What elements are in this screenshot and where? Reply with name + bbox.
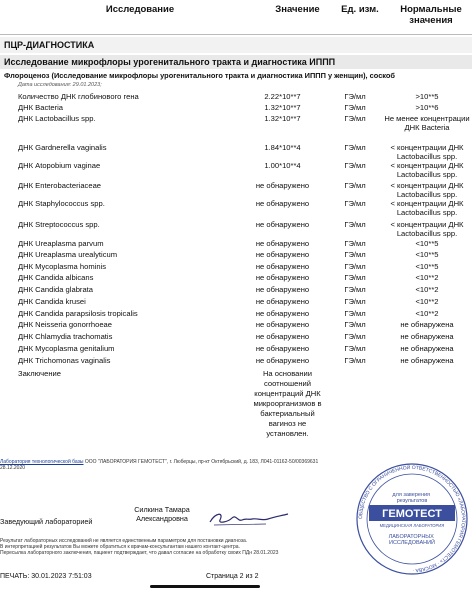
page-number: Страница 2 из 2 (206, 573, 259, 580)
subsection-title: Исследование микрофлоры урогенитального тракта и диагностика ИППП (0, 55, 472, 69)
test-unit: ГЭ/мл (344, 320, 366, 329)
conclusion-text: На основании соотношений концентраций ДНК микроорганизмов в бактериальный вагиноз не установлен. (253, 369, 322, 438)
test-value: не обнаружено (255, 262, 310, 271)
test-ref: < концентрации ДНК Lactobacillus spp. (390, 143, 464, 161)
test-unit: ГЭ/мл (344, 332, 366, 341)
test-unit: ГЭ/мл (344, 199, 366, 208)
head-name (122, 505, 202, 523)
study-date: Дата исследования: 29.01.2023; (18, 82, 102, 88)
lab-date: 28.12.2020 (0, 465, 26, 471)
table-header (0, 0, 472, 35)
test-unit: ГЭ/мл (344, 250, 366, 259)
test-name: ДНК Mycoplasma genitalium (18, 344, 115, 353)
test-value: не обнаружено (255, 220, 310, 229)
test-name: ДНК Ureaplasma parvum (18, 239, 104, 248)
conclusion-label: Заключение (18, 369, 62, 378)
test-value: не обнаружено (255, 320, 310, 329)
col-unit-header: Ед. изм. (341, 4, 379, 15)
test-name: ДНК Staphylococcus spp. (18, 199, 105, 208)
col-value-header: Значение (275, 4, 320, 15)
stamp-brand: ГЕМОТЕСТ (382, 508, 442, 520)
test-value: не обнаружено (255, 356, 310, 365)
test-ref: не обнаружена (400, 320, 454, 329)
test-unit: ГЭ/мл (344, 344, 366, 353)
test-value: не обнаружено (255, 250, 310, 259)
col-ref-header: Нормальные значения (400, 4, 462, 26)
test-unit: ГЭ/мл (344, 297, 366, 306)
signature-image (206, 508, 290, 528)
stamp-sub: МЕДИЦИНСКАЯ ЛАБОРАТОРИЯ (379, 523, 445, 528)
test-ref: < концентрации ДНК Lactobacillus spp. (390, 199, 464, 217)
test-name: ДНК Candida glabrata (18, 285, 93, 294)
test-value: не обнаружено (255, 239, 310, 248)
test-value: не обнаружено (255, 297, 310, 306)
test-ref: <10**2 (415, 273, 439, 282)
test-unit: ГЭ/мл (344, 285, 366, 294)
test-value: 2.22*10**7 (264, 92, 301, 101)
head-name-line2: Александровна (136, 514, 188, 523)
test-unit: ГЭ/мл (344, 103, 366, 112)
disclaimer-line2: В интерпретацией результатов Вы можете обратиться к врачам-консультантам нашего контакт-центра. (0, 544, 240, 550)
test-name: ДНК Mycoplasma hominis (18, 262, 107, 271)
test-name: ДНК Streptococcus spp. (18, 220, 100, 229)
test-value: не обнаружено (255, 309, 310, 318)
test-ref: <10**2 (415, 285, 439, 294)
test-unit: ГЭ/мл (344, 309, 366, 318)
test-name: ДНК Atopobium vaginae (18, 161, 101, 170)
test-name: ДНК Neisseria gonorrhoeae (18, 320, 112, 329)
stamp-ring-text: ОБЩЕСТВО С ОГРАНИЧЕННОЙ ОТВЕТСТВЕННОСТЬЮ «ЛАБОРАТОРИЯ ГЕМОТЕСТ» · МОСКВА · (357, 464, 467, 574)
test-ref: >10**6 (415, 103, 439, 112)
lab-info (0, 459, 360, 471)
test-value: не обнаружено (255, 285, 310, 294)
test-ref: не обнаружена (400, 332, 454, 341)
test-unit: ГЭ/мл (344, 220, 366, 229)
test-name: ДНК Lactobacillus spp. (18, 114, 96, 123)
test-value: 1.32*10**7 (264, 114, 301, 123)
test-ref: < концентрации ДНК Lactobacillus spp. (390, 181, 464, 199)
test-ref: <10**5 (415, 262, 439, 271)
lab-link[interactable]: Лаборатория технологической базы (0, 459, 84, 465)
test-value: 1.00*10**4 (264, 161, 301, 170)
test-unit: ГЭ/мл (344, 114, 366, 123)
head-name-line1: Силкина Тамара (134, 505, 190, 514)
test-value: 1.84*10**4 (264, 143, 301, 152)
test-unit: ГЭ/мл (344, 356, 366, 365)
section-title: ПЦР-ДИАГНОСТИКА (0, 37, 472, 53)
test-ref: не обнаружена (400, 356, 454, 365)
lab-stamp (355, 462, 469, 576)
disclaimer (0, 538, 360, 556)
test-value: не обнаружено (255, 199, 310, 208)
test-name: ДНК Candida krusei (18, 297, 86, 306)
test-value: не обнаружено (255, 273, 310, 282)
test-ref: Не менее концентрации ДНК Bacteria (384, 114, 470, 132)
disclaimer-line1: Результат лабораторных исследований не является единственным параметром для постановки диагноза. (0, 538, 248, 544)
test-ref: <10**2 (415, 309, 439, 318)
test-unit: ГЭ/мл (344, 239, 366, 248)
home-indicator[interactable] (150, 585, 260, 588)
test-name: ДНК Bacteria (18, 103, 64, 112)
test-unit: ГЭ/мл (344, 262, 366, 271)
test-unit: ГЭ/мл (344, 273, 366, 282)
test-value: не обнаружено (255, 332, 310, 341)
test-name: Количество ДНК глобинового гена (18, 92, 139, 101)
test-name: ДНК Enterobacteriaceae (18, 181, 102, 190)
test-name: ДНК Chlamydia trachomatis (18, 332, 113, 341)
test-value: не обнаружено (255, 344, 310, 353)
print-time: ПЕЧАТЬ: 30.01.2023 7:51:03 (0, 573, 92, 580)
test-value: не обнаружено (255, 181, 310, 190)
test-name: ДНК Ureaplasma urealyticum (18, 250, 118, 259)
test-ref: не обнаружена (400, 344, 454, 353)
lab-org: ООО "ЛАБОРАТОРИЯ ГЕМОТЕСТ", г. Люберцы, пр-кт Октябрьский, д. 183, Л041-01162-50/00369631 (83, 459, 319, 465)
test-unit: ГЭ/мл (344, 143, 366, 152)
test-ref: < концентрации ДНК Lactobacillus spp. (390, 161, 464, 179)
test-name: ДНК Candida albicans (18, 273, 94, 282)
col-test-header: Исследование (105, 4, 175, 15)
stamp-bottom-text: ЛАБОРАТОРНЫХ ИССЛЕДОВАНИЙ (388, 534, 436, 546)
disclaimer-line3: Пересылка лабораторного заключения, пациент подтверждает, что давал согласие на обработку своих ПДн 28.01.2023 (0, 550, 279, 556)
test-unit: ГЭ/мл (344, 92, 366, 101)
test-ref: < концентрации ДНК Lactobacillus spp. (390, 220, 464, 238)
test-name: ДНК Trichomonas vaginalis (18, 356, 111, 365)
stamp-top-text: для заверения результатов (392, 492, 431, 504)
test-title: Флороценоз (Исследование микрофлоры урогенитального тракта и диагностика ИППП у женщин), соскоб (4, 71, 395, 80)
test-value: 1.32*10**7 (264, 103, 301, 112)
test-unit: ГЭ/мл (344, 161, 366, 170)
test-name: ДНК Gardnerella vaginalis (18, 143, 107, 152)
head-role: Заведующий лабораторией (0, 517, 93, 526)
test-ref: <10**5 (415, 239, 439, 248)
test-ref: >10**5 (415, 92, 439, 101)
test-ref: <10**5 (415, 250, 439, 259)
test-ref: <10**2 (415, 297, 439, 306)
test-unit: ГЭ/мл (344, 181, 366, 190)
test-name: ДНК Candida parapsilosis tropicalis (18, 309, 138, 318)
